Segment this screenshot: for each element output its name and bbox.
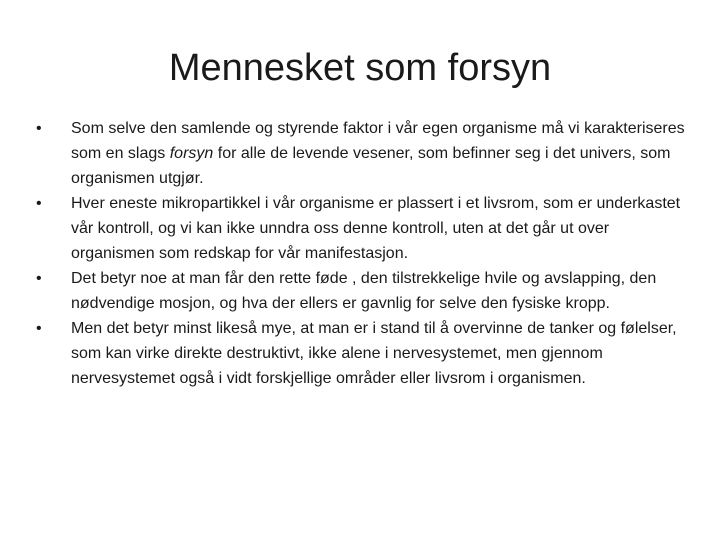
bullet-text: [71, 120, 685, 187]
bullet-text-part: Hver eneste mikropartikkel i vår organisme er plassert i et livsrom, som er underkastet vår kontroll, og vi kan ikke unndra oss denne kontroll, uten at det går ut over organismen som redskap for vår manifestasjon.: [71, 195, 681, 262]
bullet-text-part: Det betyr noe at man får den rette føde , den tilstrekkelige hvile og avslapping, den nødvendige mosjon, og hva der ellers er gavnlig for selve den fysiske kropp.: [71, 270, 657, 312]
bullet-emphasis: forsyn: [169, 145, 214, 162]
slide-title: Mennesket som forsyn: [168, 47, 552, 89]
bullet-text-part: Men det betyr minst likeså mye, at man er i stand til å overvinne de tanker og følelser, som kan virke direkte destruktivt, ikke alene i nervesystemet, men gjennom nervesystemet også i vidt forskjellige områder eller livsrom i organismen.: [71, 320, 677, 387]
bullet-text-part: Som selve den samlende og styrende faktor i vår egen organisme må vi karakteriseres som en slags: [71, 120, 685, 162]
bullet-icon: •: [36, 320, 42, 337]
bullet-list: [36, 116, 688, 391]
bullet-text: [71, 320, 677, 387]
bullet-text-part: for alle de levende vesener, som befinner seg i det univers, som organismen utgjør.: [71, 145, 671, 187]
bullet-item-2: [36, 191, 688, 266]
bullet-text: [71, 270, 656, 312]
bullet-icon: •: [36, 195, 42, 212]
bullet-item-3: [36, 266, 688, 316]
bullet-item-4: [36, 316, 688, 391]
bullet-text: [71, 195, 680, 262]
bullet-icon: •: [36, 270, 42, 287]
bullet-icon: •: [36, 120, 42, 137]
bullet-item-1: [36, 116, 688, 191]
